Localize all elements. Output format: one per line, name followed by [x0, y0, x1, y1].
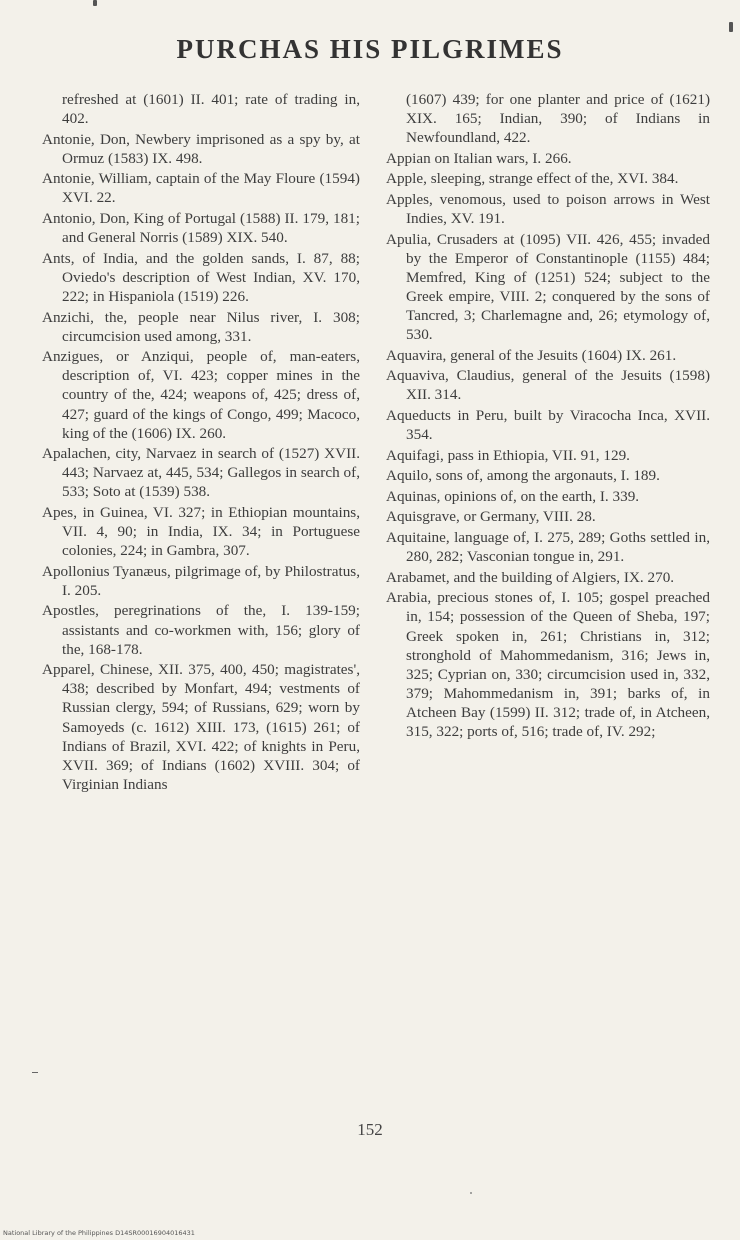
index-entry: Apulia, Crusaders at (1095) VII. 426, 455; invaded by the Emperor of Constantinople (1155) 484; Memfred, King of (1251) 524; subject to the Greek empire, VIII. 2; conquered by the sons of Tancred, 3; Charlemagne and, 26; etymology of, 530.	[386, 230, 710, 344]
index-entry: refreshed at (1601) II. 401; rate of trading in, 402.	[62, 91, 360, 128]
scan-speck	[470, 1192, 472, 1194]
margin-mark	[32, 1072, 38, 1073]
index-entry: Aqueducts in Peru, built by Viracocha Inca, XVII. 354.	[386, 407, 710, 444]
index-entry: Anzigues, or Anziqui, people of, man-eaters, description of, VI. 423; copper mines in the country of the, 424; weapons of, 425; dress of, 427; guard of the kings of Congo, 499; Macoco, king of the (1606) IX. 260.	[42, 348, 360, 442]
index-entry: Aquavira, general of the Jesuits (1604) IX. 261.	[386, 346, 677, 364]
index-entry: Apple, sleeping, strange effect of the, XVI. 384.	[386, 170, 679, 188]
index-entry: Apalachen, city, Narvaez in search of (1527) XVII. 443; Narvaez at, 445, 534; Gallegos in search of, 533; Soto at (1539) 538.	[42, 445, 360, 501]
index-entry: Arabia, precious stones of, I. 105; gospel preached in, 154; possession of the Queen of Sheba, 197; Greek spoken in, 261; Christians in, 312; stronghold of Mahommedanism, 316; Jews in, 325; Cyprian on, 330; circumcision used in, 332, 379; Mahommedanism in, 391; barks of, in Atcheen Bay (1599) II. 312; trade of, in Atcheen, 315, 322; ports of, 516; trade of, IV. 292;	[386, 589, 710, 740]
index-entry: Aquaviva, Claudius, general of the Jesuits (1598) XII. 314.	[386, 367, 710, 404]
scan-attribution: National Library of the Philippines D14SR00016904016431	[3, 1229, 195, 1237]
index-entry: Apples, venomous, used to poison arrows in West Indies, XV. 191.	[386, 190, 710, 228]
index-entry: Anzichi, the, people near Nilus river, I. 308; circumcision used among, 331.	[42, 308, 360, 345]
scan-mark	[729, 22, 733, 32]
index-entry: Antonie, William, captain of the May Floure (1594) XVI. 22.	[42, 170, 360, 207]
scan-mark	[93, 0, 97, 6]
index-entry: Apparel, Chinese, XII. 375, 400, 450; magistrates', 438; described by Monfart, 494; vestments of Russian clergy, 594; of Russians, 629; worn by Samoyeds (c. 1612) XIII. 173, (1615) 261; of Indians of Brazil, XVI. 422; of knights in Peru, XVII. 369; of Indians (1602) XVIII. 304; of Virginian Indians	[42, 661, 360, 793]
index-entry: Aquisgrave, or Germany, VIII. 28.	[386, 508, 596, 526]
index-entry: Appian on Italian wars, I. 266.	[386, 149, 572, 167]
index-column-left	[42, 90, 360, 795]
index-entry: Antonio, Don, King of Portugal (1588) II. 179, 181; and General Norris (1589) XIX. 540.	[42, 210, 360, 247]
index-entry: Aquinas, opinions of, on the earth, I. 339.	[386, 487, 640, 505]
index-entry: Antonie, Don, Newbery imprisoned as a spy by, at Ormuz (1583) IX. 498.	[42, 130, 360, 167]
index-entry: Aquitaine, language of, I. 275, 289; Goths settled in, 280, 282; Vasconian tongue in, 291.	[386, 529, 710, 566]
index-entry: Aquifagi, pass in Ethiopia, VII. 91, 129.	[386, 446, 630, 464]
index-column-right	[386, 90, 710, 743]
index-entry: (1607) 439; for one planter and price of (1621) XIX. 165; Indian, 390; of Indians in Newfoundland, 422.	[406, 91, 710, 147]
index-entry: Arabamet, and the building of Algiers, IX. 270.	[386, 568, 675, 586]
index-entry: Apes, in Guinea, VI. 327; in Ethiopian mountains, VII. 4, 90; in India, IX. 34; in Portuguese colonies, 224; in Gambra, 307.	[42, 503, 360, 560]
index-entry: Apollonius Tyanæus, pilgrimage of, by Philostratus, I. 205.	[42, 562, 360, 599]
index-entry: Apostles, peregrinations of the, I. 139-159; assistants and co-workmen with, 156; glory of the, 168-178.	[42, 602, 360, 658]
index-entry: Aquilo, sons of, among the argonauts, I. 189.	[386, 467, 660, 485]
page-number: 152	[357, 1120, 383, 1139]
running-title: PURCHAS HIS PILGRIMES	[176, 34, 564, 64]
index-entry: Ants, of India, and the golden sands, I. 87, 88; Oviedo's description of West Indian, XV. 170, 222; in Hispaniola (1519) 226.	[42, 249, 360, 305]
